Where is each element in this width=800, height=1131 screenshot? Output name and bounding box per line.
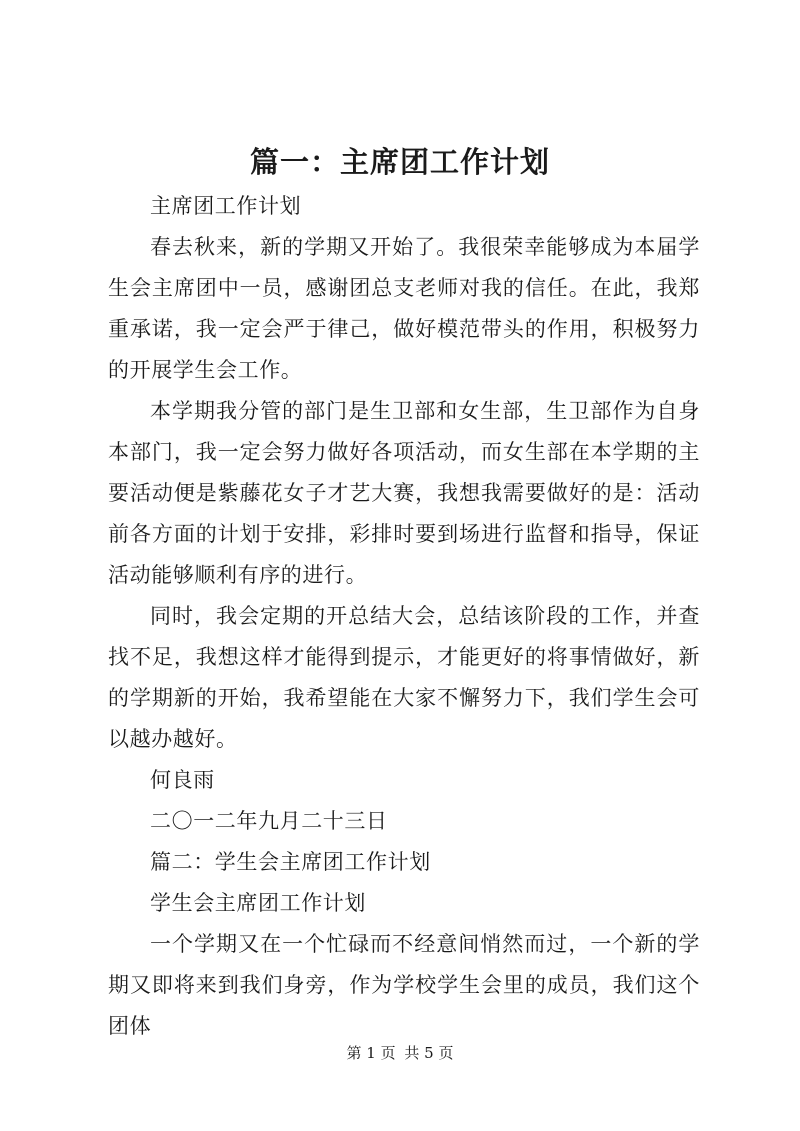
paragraph: 一个学期又在一个忙碌而不经意间悄然而过，一个新的学期又即将来到我们身旁，作为学校学生会里的成员，我们这个团体	[108, 932, 700, 1038]
section-heading: 篇二：学生会主席团工作计划	[150, 850, 431, 874]
signature-name: 何良雨	[150, 768, 215, 792]
signature-date: 二〇一二年九月二十三日	[150, 809, 388, 833]
paragraph: 本学期我分管的部门是生卫部和女生部，生卫部作为自身本部门，我一定会努力做好各项活动，而女生部在本学期的主要活动便是紫藤花女子才艺大赛，我想我需要做好的是：活动前各方面的计划于安排，彩排时要到场进行监督和指导，保证活动能够顺利有序的进行。	[108, 399, 700, 587]
paragraph: 学生会主席团工作计划	[150, 891, 366, 915]
paragraph: 主席团工作计划	[150, 194, 302, 218]
page-footer	[0, 1043, 800, 1063]
document-body	[108, 186, 700, 1047]
document-title: 篇一：主席团工作计划	[249, 145, 550, 179]
paragraph: 同时，我会定期的开总结大会，总结该阶段的工作，并查找不足，我想这样才能得到提示，才能更好的将事情做好，新的学期新的开始，我希望能在大家不懈努力下，我们学生会可以越办越好。	[108, 604, 700, 751]
page-number: 第 1 页	[346, 1044, 396, 1062]
paragraph: 春去秋来，新的学期又开始了。我很荣幸能够成为本届学生会主席团中一员，感谢团总支老师对我的信任。在此，我郑重承诺，我一定会严于律己，做好模范带头的作用，积极努力的开展学生会工作。	[108, 235, 700, 382]
page-total: 共 5 页	[404, 1044, 454, 1062]
